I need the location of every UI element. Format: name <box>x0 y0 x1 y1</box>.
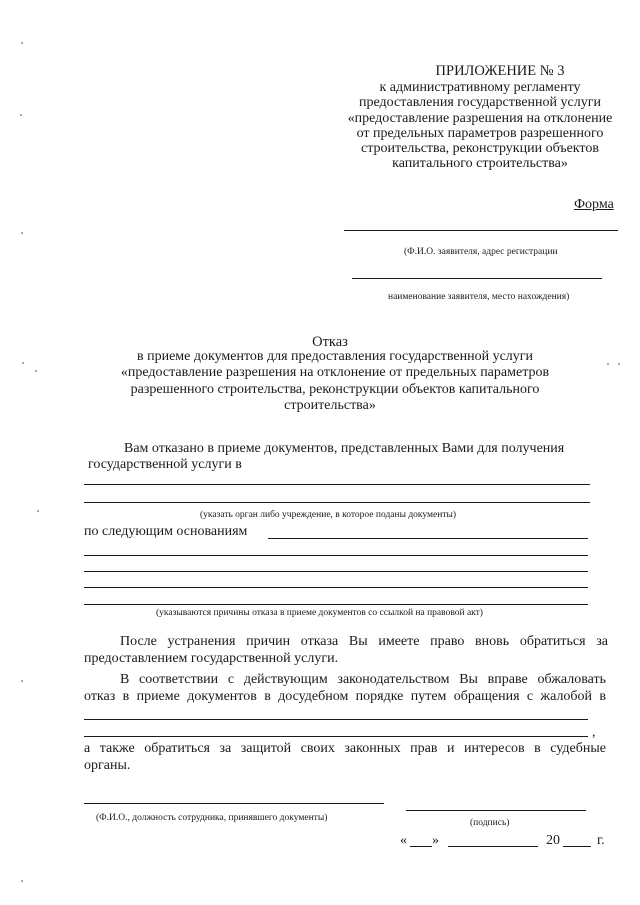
official-caption: (Ф.И.О., должность сотрудника, принявшего документы) <box>96 813 328 823</box>
date-month-line <box>448 846 538 847</box>
date-year-suffix: г. <box>597 833 605 848</box>
p3-line-2: отказ в приеме документов в досудебном порядке путем обращения с жалобой в <box>84 689 606 704</box>
scan-speck <box>21 880 23 882</box>
grounds-line-4 <box>84 587 588 588</box>
grounds-line-2 <box>84 555 588 556</box>
p1-line-2: государственной услуги в <box>88 457 242 472</box>
form-label: Форма <box>574 197 614 212</box>
organ-line-2 <box>84 502 590 503</box>
scan-speck <box>22 362 24 364</box>
applicant-caption-1: (Ф.И.О. заявителя, адрес регистрации <box>404 247 558 257</box>
p3-line-1: В соответствии с действующим законодательством Вы вправе обжаловать <box>120 672 606 687</box>
date-year-line <box>563 846 591 847</box>
date-year-prefix: 20 <box>546 833 560 848</box>
appendix-title: ПРИЛОЖЕНИЕ № 3 <box>435 63 565 79</box>
organ-caption: (указать орган либо учреждение, в которое поданы документы) <box>200 510 457 520</box>
scan-speck <box>35 370 37 372</box>
scan-speck <box>21 680 23 682</box>
official-line <box>84 803 384 804</box>
p1-line-1: Вам отказано в приеме документов, представленных Вами для получения <box>124 441 565 456</box>
grounds-label: по следующим основаниям <box>84 524 248 539</box>
appendix-line-2: предоставления государственной услуги <box>359 95 601 110</box>
appendix-line-3: «предоставление разрешения на отклонение <box>347 111 613 126</box>
signature-caption: (подпись) <box>470 818 510 828</box>
appendix-line-6: капитального строительства» <box>392 156 568 171</box>
applicant-org-line <box>352 278 602 279</box>
scan-speck <box>21 232 23 234</box>
appendix-line-5: строительства, реконструкции объектов <box>361 141 599 156</box>
applicant-name-line <box>344 230 618 231</box>
scan-speck <box>21 42 23 44</box>
comma: , <box>592 725 596 740</box>
grounds-line-3 <box>84 571 588 572</box>
date-day-line <box>410 846 432 847</box>
doc-title-line-4: строительства» <box>284 398 376 413</box>
doc-title-line-1: в приеме документов для предоставления государственной услуги <box>136 349 534 364</box>
reasons-caption: (указываются причины отказа в приеме документов со ссылкой на правовой акт) <box>156 608 483 618</box>
scan-speck <box>20 114 22 116</box>
signature-line <box>406 810 586 811</box>
doc-title: Отказ <box>312 334 348 350</box>
complaint-line-2 <box>84 736 588 737</box>
scan-speck <box>607 363 609 365</box>
grounds-line-5 <box>84 604 588 605</box>
scan-speck <box>618 363 620 365</box>
applicant-caption-2: наименование заявителя, место нахождения) <box>388 292 570 302</box>
p2-line-2: предоставлением государственной услуги. <box>84 651 339 666</box>
doc-title-line-2: «предоставление разрешения на отклонение от предельных параметров <box>120 365 550 380</box>
doc-title-line-3: разрешенного строительства, реконструкции объектов капитального <box>130 382 540 397</box>
appendix-line-1: к административному регламенту <box>379 80 581 95</box>
date-open-quote: « <box>400 833 407 848</box>
p2-line-1: После устранения причин отказа Вы имеете право вновь обратиться за <box>120 634 608 649</box>
p4-line-1: а также обратиться за защитой своих законных прав и интересов в судебные <box>84 741 606 756</box>
scan-speck <box>37 510 39 512</box>
grounds-line-1 <box>268 538 588 539</box>
p4-line-2: органы. <box>84 758 131 773</box>
organ-line-1 <box>84 484 590 485</box>
complaint-line-1 <box>84 719 588 720</box>
appendix-line-4: от предельных параметров разрешенного <box>356 126 604 141</box>
date-close-quote: » <box>432 833 439 848</box>
